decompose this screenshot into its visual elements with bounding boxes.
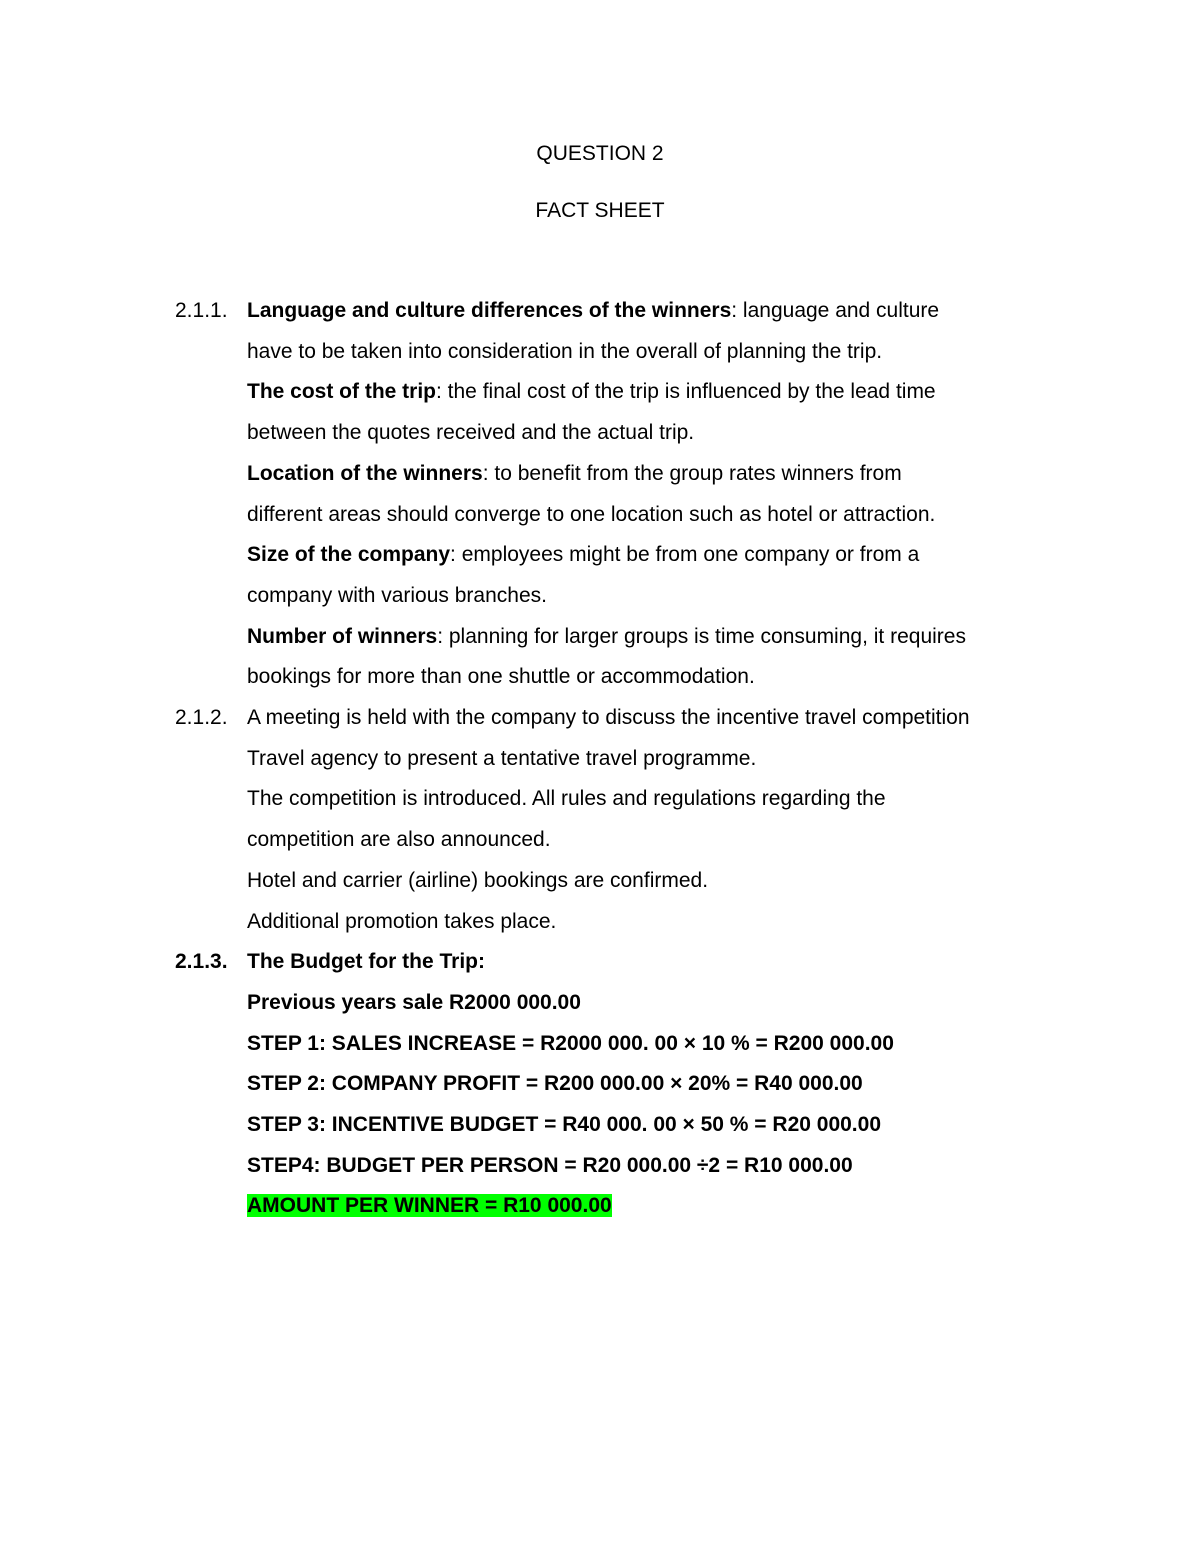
text-line: Hotel and carrier (airline) bookings are confirmed.: [247, 868, 709, 892]
section-content: [247, 942, 1075, 1227]
text-line: bookings for more than one shuttle or accommodation.: [247, 665, 755, 689]
text-line: The competition is introduced. All rules and regulations regarding the: [247, 787, 886, 811]
term-description: : the final cost of the trip is influenced by the lead time: [436, 380, 936, 404]
term-language: Language and culture differences of the winners: [247, 299, 732, 322]
budget-step-2: STEP 2: COMPANY PROFIT = R200 000.00 × 20% = R40 000.00: [247, 1072, 863, 1096]
term-number-of-winners: Number of winners: [247, 624, 438, 648]
text-line: competition are also announced.: [247, 828, 551, 852]
term-cost: The cost of the trip: [247, 380, 436, 404]
budget-step-4: STEP4: BUDGET PER PERSON = R20 000.00 ÷2 = R10 000.00: [247, 1153, 853, 1177]
result-line: [247, 1186, 1075, 1227]
text-line: different areas should converge to one location such as hotel or attraction.: [247, 502, 936, 526]
budget-heading: The Budget for the Trip:: [247, 950, 485, 974]
budget-step-1: STEP 1: SALES INCREASE = R2000 000. 00 × 10 % = R200 000.00: [247, 1031, 894, 1055]
page-title: QUESTION 2: [536, 142, 664, 165]
section-content: [247, 291, 1075, 698]
section-number: 2.1.3.: [175, 950, 228, 974]
amount-per-winner-highlight: AMOUNT PER WINNER = R10 000.00: [247, 1194, 612, 1218]
page-subtitle: FACT SHEET: [535, 199, 665, 222]
term-description: : employees might be from one company or from a: [450, 543, 920, 567]
term-size: Size of the company: [247, 543, 451, 567]
term-description: : language and culture: [731, 299, 940, 322]
text-line: company with various branches.: [247, 583, 547, 607]
budget-step-3: STEP 3: INCENTIVE BUDGET = R40 000. 00 × 50 % = R20 000.00: [247, 1113, 881, 1137]
section-2-1-1: [175, 291, 1075, 698]
section-number: 2.1.2.: [175, 706, 228, 730]
term-description: : planning for larger groups is time consuming, it requires: [437, 624, 966, 648]
text-line: Additional promotion takes place.: [247, 909, 557, 933]
document-body: [175, 291, 1075, 1227]
text-line: [247, 454, 1075, 495]
text-line: [247, 535, 1075, 576]
section-number: 2.1.1.: [175, 299, 228, 322]
text-line: A meeting is held with the company to discuss the incentive travel competition: [247, 706, 970, 730]
section-content: [247, 698, 1075, 942]
previous-sales: Previous years sale R2000 000.00: [247, 990, 581, 1014]
text-line: [247, 291, 1075, 332]
term-description: : to benefit from the group rates winners from: [482, 461, 902, 485]
text-line: [247, 372, 1075, 413]
section-2-1-2: [175, 698, 1075, 942]
text-line: between the quotes received and the actual trip.: [247, 421, 695, 445]
section-2-1-3: [175, 942, 1075, 1227]
text-line: have to be taken into consideration in the overall of planning the trip.: [247, 339, 883, 363]
text-line: [247, 617, 1075, 658]
text-line: Travel agency to present a tentative travel programme.: [247, 746, 757, 770]
term-location: Location of the winners: [247, 461, 483, 485]
